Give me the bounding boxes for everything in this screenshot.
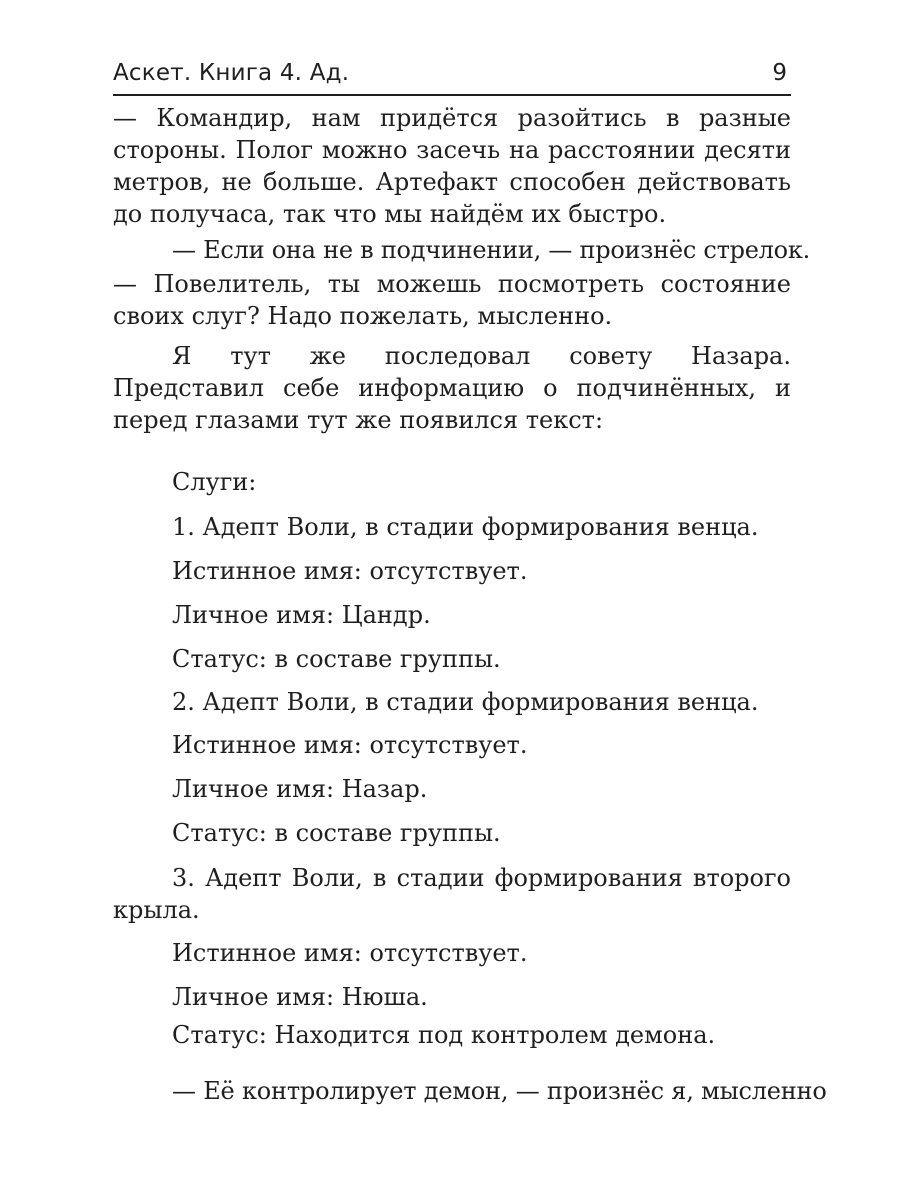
page-number: 9 bbox=[772, 60, 787, 86]
running-header bbox=[113, 58, 791, 88]
paragraph-lord: — Повелитель, ты можешь посмотреть состояние своих слуг? Надо пожелать, мысленно. bbox=[113, 270, 791, 330]
servant-2-true-name: Истинное имя: отсутствует. bbox=[172, 731, 528, 759]
servants-heading: Слуги: bbox=[172, 468, 257, 496]
servant-3-status: Статус: Находится под контролем демона. bbox=[172, 1021, 716, 1049]
servant-1-personal-name: Личное имя: Цандр. bbox=[172, 601, 431, 629]
paragraph-advice: Я тут же последовал совету Назара. Представил себе информацию о подчинённых, и перед глазами тут же появился текст: bbox=[113, 342, 791, 434]
paragraph-commander: — Командир, нам придётся разойтись в разные стороны. Полог можно засечь на расстоянии десяти метров, не больше. Артефакт способен действовать до получаса, так что мы найдём их быстро. bbox=[113, 104, 791, 228]
paragraph-shooter: — Если она не в подчинении, — произнёс стрелок. bbox=[172, 236, 810, 264]
servant-2-rank: 2. Адепт Воли, в стадии формирования венца. bbox=[172, 688, 759, 716]
servant-3-true-name: Истинное имя: отсутствует. bbox=[172, 939, 528, 967]
servant-2-personal-name: Личное имя: Назар. bbox=[172, 775, 428, 803]
servant-2-status: Статус: в составе группы. bbox=[172, 819, 501, 847]
header-divider bbox=[113, 94, 791, 96]
running-title: Аскет. Книга 4. Ад. bbox=[113, 60, 350, 86]
servant-1-status: Статус: в составе группы. bbox=[172, 645, 501, 673]
servant-3-rank: 3. Адепт Воли, в стадии формирования второго крыла. bbox=[113, 864, 791, 924]
servant-3-personal-name: Личное имя: Нюша. bbox=[172, 983, 428, 1011]
servant-1-true-name: Истинное имя: отсутствует. bbox=[172, 557, 528, 585]
closing-line: — Её контролирует демон, — произнёс я, мысленно bbox=[172, 1077, 827, 1105]
servant-1-rank: 1. Адепт Воли, в стадии формирования венца. bbox=[172, 513, 759, 541]
